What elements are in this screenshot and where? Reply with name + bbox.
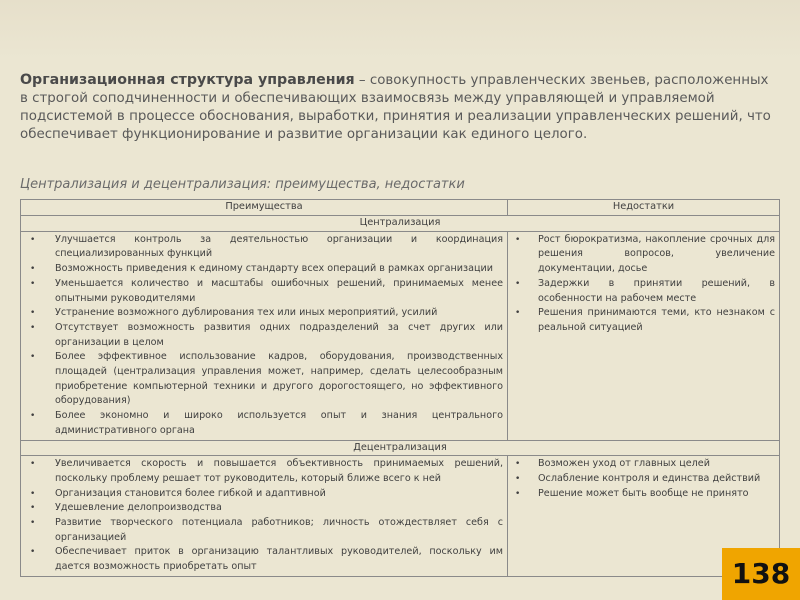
list-item: • Отсутствует возможность развития одних подразделений за счет других или организации в целом [21, 321, 503, 350]
list-item: • Удешевление делопроизводства [21, 501, 503, 516]
list-item: • Улучшается контроль за деятельностью организации и координация специализированных функций [21, 233, 503, 262]
section-row-decentralization [21, 440, 780, 456]
list-item: • Устранение возможного дублирования тех или иных мероприятий, усилий [21, 306, 503, 321]
list-item: • Ослабление контроля и единства действий [508, 472, 775, 487]
comparison-table [20, 199, 780, 577]
list-item: • Решения принимаются теми, кто незнаком с реальной ситуацией [508, 306, 775, 335]
list-item: • Задержки в принятии решений, в особенности на рабочем месте [508, 277, 775, 306]
list-item: • Рост бюрократизма, накопление срочных для решения вопросов, увеличение документации, досье [508, 233, 775, 277]
intro-paragraph [20, 71, 780, 144]
intro-term: Организационная структура управления [20, 72, 355, 88]
section-title-decentralization: Децентрализация [21, 440, 780, 456]
advantages-cell [21, 456, 508, 577]
advantages-cell [21, 231, 508, 440]
section-subtitle: Централизация и децентрализация: преимущества, недостатки [20, 177, 465, 192]
intro-definition: – совокупность управленческих звеньев, расположенных в строгой соподчиненности и обеспечивающих взаимосвязь между управляющей и управляемой подсистемой в процессе обоснования, выработки, принятия и реализации управленческих решений, что обеспечивает функционирование и развитие организации как единого целого. [20, 73, 771, 142]
list-item: • Организация становится более гибкой и адаптивной [21, 487, 503, 502]
disadvantages-list [508, 456, 779, 502]
list-item: • Возможен уход от главных целей [508, 457, 775, 472]
header-row [21, 200, 780, 216]
page-number-badge: 138 [722, 548, 800, 600]
disadvantages-list [508, 232, 779, 337]
list-item: • Более эффективное использование кадров, оборудования, производственных площадей (централизация управления может, например, сделать целесообразным приобретение компьютерной техники и другого дорогостоящего, но эффективного оборудования) [21, 350, 503, 409]
list-item: • Развитие творческого потенциала работников; личность отождествляет себя с организацией [21, 516, 503, 545]
list-item: • Более экономно и широко используется опыт и знания центрального административного органа [21, 409, 503, 438]
list-item: • Обеспечивает приток в организацию талантливых руководителей, поскольку им дается возможность приобретать опыт [21, 545, 503, 574]
header-disadvantages: Недостатки [508, 200, 780, 216]
list-item: • Увеличивается скорость и повышается объективность принимаемых решений, поскольку проблему решает тот руководитель, который ближе всего к ней [21, 457, 503, 486]
top-band [0, 0, 800, 60]
list-item: • Уменьшается количество и масштабы ошибочных решений, принимаемых менее опытными руководителями [21, 277, 503, 306]
disadvantages-cell [508, 231, 780, 440]
advantages-list [21, 456, 507, 576]
advantages-list [21, 232, 507, 440]
header-advantages: Преимущества [21, 200, 508, 216]
list-item: • Возможность приведения к единому стандарту всех операций в рамках организации [21, 262, 503, 277]
section-title-centralization: Централизация [21, 216, 780, 232]
section-row-centralization [21, 216, 780, 232]
content-row-decentralization [21, 456, 780, 577]
list-item: • Решение может быть вообще не принято [508, 487, 775, 502]
content-row-centralization [21, 231, 780, 440]
